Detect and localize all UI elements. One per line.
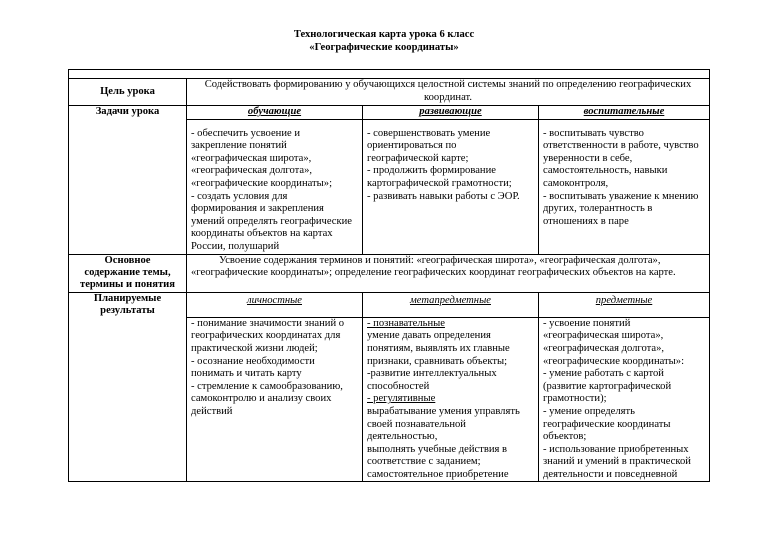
list-item: «географическая широта», <box>543 330 664 342</box>
results-label-line: результаты <box>100 305 155 317</box>
list-item: своей познавательной <box>367 418 466 430</box>
list-item: - воспитывать чувство <box>543 127 644 139</box>
list-item: соответствие с заданием; <box>367 456 481 468</box>
list-item: - воспитывать уважение к мнению <box>543 190 699 202</box>
list-item: (развитие картографической <box>543 380 672 392</box>
list-item: - развивать навыки работы с ЭОР. <box>367 190 520 202</box>
tasks-header-upbringing: воспитательные <box>539 106 710 120</box>
list-item: России, полушарий <box>191 240 280 252</box>
list-item: признаки, сравнивать объекты; <box>367 355 508 367</box>
list-item: - обеспечить усвоение и <box>191 127 301 139</box>
results-label-line: Планируемые <box>93 292 162 304</box>
results-label <box>69 292 187 482</box>
tasks-header-educational: обучающие <box>187 106 363 120</box>
tasks-header-developmental: развивающие <box>363 106 539 120</box>
list-item: - усвоение понятий <box>543 317 631 329</box>
list-item: - создать условия для <box>191 190 288 202</box>
table-top-spacer-row <box>69 70 710 79</box>
list-item: «географическая долгота», <box>543 342 665 354</box>
list-item: выполнять учебные действия в <box>367 443 508 455</box>
content-label-line: Основное <box>104 254 151 266</box>
document-title <box>0 28 768 54</box>
content-label-line: содержание темы, <box>84 266 171 278</box>
list-item: умение давать определения <box>367 330 491 342</box>
list-item: - умение работать с картой <box>543 368 664 380</box>
list-item: - умение определять <box>543 405 635 417</box>
tasks-educational-cell <box>187 119 363 254</box>
list-item: координаты объектов на картах <box>191 228 333 240</box>
list-item: - совершенствовать умение <box>367 127 491 139</box>
list-item: самоконтролю и анализу своих <box>191 393 332 405</box>
list-item: - осознание необходимости <box>191 355 315 367</box>
list-item: «географические координаты»; <box>191 177 333 189</box>
results-personal-cell <box>187 317 363 482</box>
list-item: понятиям, выявлять их главные <box>367 342 510 354</box>
tasks-developmental-cell <box>363 119 539 254</box>
content-text: Усвоение содержания терминов и понятий: «географическая широта», «географическая долгота», «географические координаты»; определение географических координат географических объектов на карте. <box>187 254 710 292</box>
list-item: ориентироваться по <box>367 140 457 152</box>
list-item: умений определять географические <box>191 215 353 227</box>
results-subject-cell <box>539 317 710 482</box>
goal-row <box>69 79 710 106</box>
list-item: действий <box>191 405 233 417</box>
subheading-regulatory: - регулятивные <box>367 393 436 405</box>
tasks-label: Задачи урока <box>69 106 187 255</box>
results-metasubject-cell <box>363 317 539 482</box>
goal-label: Цель урока <box>69 79 187 106</box>
list-item: способностей <box>367 380 430 392</box>
list-item: других, толерантность в <box>543 203 653 215</box>
list-item: географической карте; <box>367 152 469 164</box>
list-item: самостоятельность, навыки <box>543 165 668 177</box>
tasks-header-row <box>69 106 710 120</box>
list-item: географических координатах для <box>191 330 341 342</box>
title-line-2: «Географические координаты» <box>309 42 459 53</box>
goal-text: Содействовать формированию у обучающихся целостной системы знаний по определению географических координат. <box>187 79 710 106</box>
list-item: закрепление понятий <box>191 140 287 152</box>
list-item: - стремление к самообразованию, <box>191 380 343 392</box>
list-item: «географические координаты»: <box>543 355 685 367</box>
content-label-line: термины и понятия <box>79 279 175 291</box>
list-item: вырабатывание умения управлять <box>367 405 520 417</box>
tasks-upbringing-cell <box>539 119 710 254</box>
list-item: практической жизни людей; <box>191 342 318 354</box>
title-line-1: Технологическая карта урока 6 класс <box>293 29 475 40</box>
list-item: «географическая широта», <box>191 152 312 164</box>
list-item: ответственности в работе, чувство <box>543 140 699 152</box>
list-item: понимать и читать карту <box>191 368 302 380</box>
list-item: географические координаты <box>543 418 671 430</box>
results-header-personal: личностные <box>187 292 363 317</box>
list-item: - использование приобретенных <box>543 443 689 455</box>
list-item: отношениях в паре <box>543 215 629 227</box>
list-item: картографической грамотности; <box>367 177 512 189</box>
list-item: «географическая долгота», <box>191 165 313 177</box>
content-row <box>69 254 710 292</box>
content-label <box>69 254 187 292</box>
list-item: грамотности); <box>543 393 607 405</box>
list-item: -развитие интеллектуальных <box>367 368 497 380</box>
list-item: самоконтроля, <box>543 177 609 189</box>
results-header-subject: предметные <box>539 292 710 317</box>
subheading-cognitive: - познавательные <box>367 317 445 329</box>
list-item: деятельностью, <box>367 431 438 443</box>
lesson-map-table <box>68 69 710 482</box>
list-item: - продолжить формирование <box>367 165 496 177</box>
list-item: объектов; <box>543 431 587 443</box>
results-header-metasubject: метапредметные <box>363 292 539 317</box>
list-item: деятельности и повседневной <box>543 468 678 480</box>
list-item: самостоятельное приобретение <box>367 468 509 480</box>
list-item: знаний и умений в практической <box>543 456 691 468</box>
list-item: уверенности в себе, <box>543 152 633 164</box>
list-item: формирования и закрепления <box>191 203 324 215</box>
list-item: - понимание значимости знаний о <box>191 317 345 329</box>
results-header-row <box>69 292 710 317</box>
